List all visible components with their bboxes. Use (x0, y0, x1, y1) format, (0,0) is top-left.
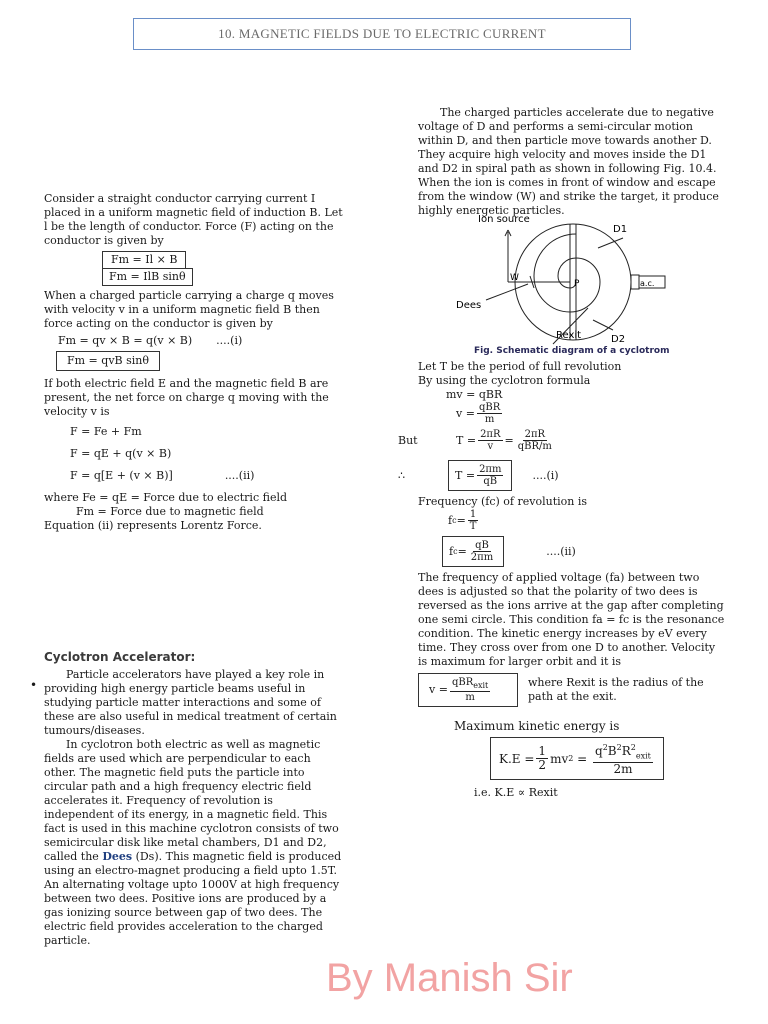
where-rexit-text: where Rexit is the radius of the path at the exit. (528, 676, 704, 703)
label-d2: D2 (611, 334, 626, 345)
eq-force-vector: Fm = Il × B (102, 251, 344, 268)
eq-v-exit: v = $\frac{qBR_{exit}}{m}$ where Rexit is the radius of the path at the exit. (418, 673, 726, 707)
where-magnetic: Fm = Force due to magnetic field (76, 505, 264, 518)
intro-text: Consider a straight conductor carrying current I placed in a uniform magnetic field of induction B. Let l be the length of conductor. Force (F) acting on the conductor is given by (44, 192, 343, 247)
chapter-title: 10. MAGNETIC FIELDS DUE TO ELECTRIC CURRENT (218, 26, 546, 41)
label-ac: a.c. (640, 279, 655, 288)
label-ion-source: Ion source (478, 214, 530, 225)
cyclotron-para2: In cyclotron both electric as well as magnetic fields are used which are perpendicular to each other. The magnetic field puts the particle into circular path and a high frequency electric field accelerates it. Frequency of revolution is independent of its energy, in a magnetic field. This fact is used in this machine cyclotron consists of two semicircular disk like metal chambers, D1 and D2, called the Dees (Ds). This magnetic field is produced using an electro-magnet producing a field upto 1.5T. An alternating voltage upto 1000V at high frequency between two dees. Positive ions are produced by a gas ionizing source between gap of two dees. The electric field provides acceleration to the charged particle. (44, 738, 342, 947)
chapter-header (133, 18, 631, 50)
right-para2: The frequency of applied voltage (fa) between two dees is adjusted so that the polarity of two dees is reversed as the ions arrive at the gap after completing one semi circle. This condition fa = fc is the resonance condition. The kinetic energy increases by eV every time. They cross over from one D to another. Velocity is maximum for larger orbit and it is (418, 571, 725, 668)
right-derivation (398, 360, 726, 800)
by-using-text: By using the cyclotron formula (418, 374, 591, 387)
label-dees: Dees (456, 300, 482, 311)
label-p: P (574, 279, 580, 289)
cyclotron-svg (448, 212, 678, 362)
cyclotron-diagram (448, 212, 678, 362)
bullet-mark: • (30, 678, 38, 692)
cyclotron-section (44, 650, 346, 948)
where-electric: where Fe = qE = Force due to electric field (44, 491, 288, 504)
eq-net-force: F = Fe + Fm (70, 425, 142, 438)
frequency-text: Frequency (fc) of revolution is (418, 495, 588, 508)
cyclotron-heading: Cyclotron Accelerator: (44, 650, 196, 664)
figure-caption: Fig. Schematic diagram of a cyclotrom (474, 346, 670, 356)
left-force-section (44, 192, 344, 533)
eq-mv: mv = qBR (446, 388, 503, 401)
label-d1: D1 (613, 224, 628, 235)
watermark: By Manish Sir (326, 956, 573, 1000)
charge-text: When a charged particle carrying a charge q moves with velocity v in a uniform magnetic field B then force acting on the conductor is given by (44, 289, 334, 330)
lorentz-text: Equation (ii) represents Lorentz Force. (44, 519, 262, 532)
eq-period-boxed: ∴ T = $\frac{2\pi m}{qB}$ ....(i) (398, 460, 726, 491)
eq-lorentz: F = q[E + (v × B)] ....(ii) (70, 469, 255, 482)
eq-net-force-expanded: F = qE + q(v × B) (70, 447, 172, 460)
both-fields-text: If both electric field E and the magnetic field B are present, the net force on charge q moving with the velocity v is (44, 377, 329, 418)
eq-period: But T = $\frac{2\pi R}{v}$ = $\frac{2\pi R}{\text{qBR/m}}$ (398, 429, 552, 452)
eq-magnetic-force: Fm = qv × B = q(v × B) ....(i) (58, 334, 243, 347)
ke-proportional: i.e. K.E ∝ Rexit (474, 786, 558, 800)
cyclotron-para1: Particle accelerators have played a key role in providing high energy particle beams useful in studying particle matter interactions and some of these are also useful in medical treatment of certain tumours/diseases. (44, 668, 337, 737)
eq-force-magnitude: Fm = IlB sinθ (102, 268, 344, 286)
eq-fc: f c = $\frac{1}{T}$ (448, 509, 477, 532)
dees-term: Dees (102, 850, 133, 863)
eq-fc-boxed: f c = $\frac{qB}{2\pi m}$ ....(ii) (442, 536, 726, 567)
label-rexit: Rexit (556, 330, 582, 341)
right-para1-block (418, 106, 726, 218)
eq-magnetic-force-mag: Fm = qvB sinθ (56, 351, 344, 371)
right-para1: The charged particles accelerate due to negative voltage of D and performs a semi-circular motion within D, and then particle move towards another D. They acquire high velocity and moves inside the D1 and D2 in spiral path as shown in following Fig. 10.4. When the ion is comes in front of window and escape from the window (W) and strike the target, it produce highly energetic particles. (418, 106, 719, 217)
label-w: W (510, 273, 519, 283)
eq-v: v = $\frac{\text{qBR}}{m}$ (456, 402, 501, 425)
eq-ke-boxed: K.E = $\frac{1}{2}$ mv 2 = $\frac{q^2B^2R^2_{exit}}{2m}$ (490, 737, 726, 780)
max-ke-text: Maximum kinetic energy is (454, 719, 620, 733)
spiral-path (534, 234, 600, 312)
let-t-text: Let T be the period of full revolution (418, 360, 622, 373)
